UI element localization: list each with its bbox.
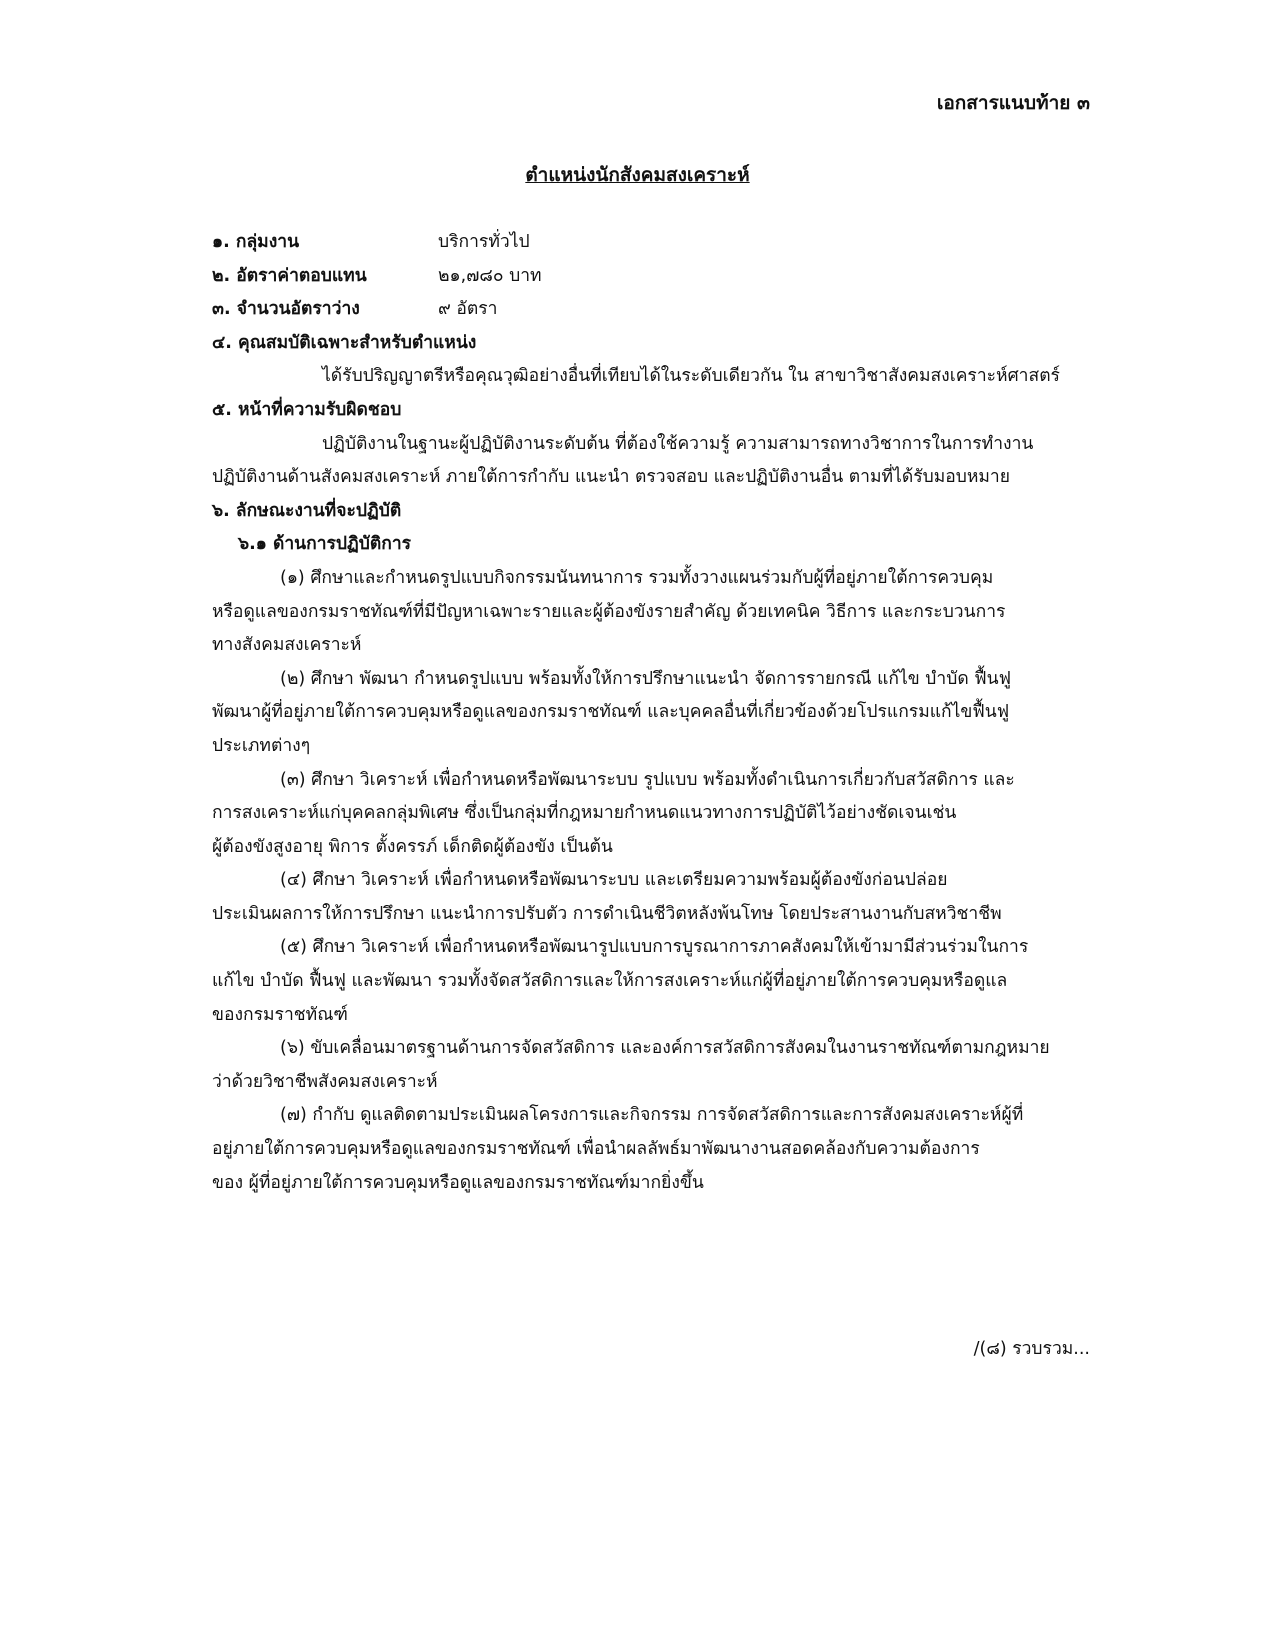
paragraph-line: (๒) ศึกษา พัฒนา กำหนดรูปแบบ พร้อมทั้งให้การปรึกษาแนะนำ จัดการรายกรณี แก้ไข บำบัด ฟื้นฟู — [280, 668, 1011, 689]
paragraph-line: (๑) ศึกษาและกำหนดรูปแบบกิจกรรมนันทนาการ รวมทั้งวางแผนร่วมกับผู้ที่อยู่ภายใต้การควบคุม — [280, 567, 994, 588]
duty-item-5 — [212, 931, 1090, 1032]
paragraph-line: ของ ผู้ที่อยู่ภายใต้การควบคุมหรือดูแลของกรมราชทัณฑ์มากยิ่งขึ้น — [212, 1172, 704, 1193]
page-continuation-note: /(๘) รวบรวม... — [973, 1339, 1090, 1359]
paragraph-line: ทางสังคมสงเคราะห์ — [212, 635, 362, 656]
paragraph-line: พัฒนาผู้ที่อยู่ภายใต้การควบคุมหรือดูแลของกรมราชทัณฑ์ และบุคคลอื่นที่เกี่ยวข้องด้วยโปรแกรมแก้ไขฟื้นฟู — [212, 702, 1010, 723]
field-row-salary — [212, 260, 1090, 294]
field-label: ๒. อัตราค่าตอบแทน — [212, 265, 367, 286]
duty-item-1 — [212, 562, 1090, 663]
paragraph-line: ปฏิบัติงานในฐานะผู้ปฏิบัติงานระดับต้น ที่ต้องใช้ความรู้ ความสามารถทางวิชาการในการทำงาน — [322, 433, 1034, 454]
field-label: ๑. กลุ่มงาน — [212, 232, 300, 252]
field-row-work-group — [212, 226, 1090, 260]
paragraph-line: หรือดูแลของกรมราชทัณฑ์ที่มีปัญหาเฉพาะรายและผู้ต้องขังรายสำคัญ ด้วยเทคนิค วิธีการ และกระบวนการ — [212, 601, 1006, 622]
paragraph-line: ปฏิบัติงานด้านสังคมสงเคราะห์ ภายใต้การกำกับ แนะนำ ตรวจสอบ และปฏิบัติงานอื่น ตามที่ได้รับมอบหมาย — [212, 467, 1011, 488]
paragraph-line: แก้ไข บำบัด ฟื้นฟู และพัฒนา รวมทั้งจัดสวัสดิการและให้การสงเคราะห์แก่ผู้ที่อยู่ภายใต้การควบคุมหรือดูแล — [212, 971, 1008, 992]
paragraph-line: ประเภทต่างๆ — [212, 735, 311, 756]
section-5-heading: ๕. หน้าที่ความรับผิดชอบ — [212, 399, 402, 420]
field-value: บริการทั่วไป — [438, 232, 530, 252]
paragraph-line: (๓) ศึกษา วิเคราะห์ เพื่อกำหนดหรือพัฒนาระบบ รูปแบบ พร้อมทั้งดำเนินการเกี่ยวกับสวัสดิการ และ — [280, 769, 1015, 790]
duty-item-4 — [212, 864, 1090, 931]
duty-item-7 — [212, 1099, 1090, 1200]
paragraph-line: ผู้ต้องขังสูงอายุ พิการ ตั้งครรภ์ เด็กติดผู้ต้องขัง เป็นต้น — [212, 836, 613, 857]
section-6-heading: ๖. ลักษณะงานที่จะปฏิบัติ — [212, 500, 402, 521]
paragraph-line: ว่าด้วยวิชาชีพสังคมสงเคราะห์ — [212, 1071, 438, 1092]
paragraph-line: ประเมินผลการให้การปรึกษา แนะนำการปรับตัว การดำเนินชีวิตหลังพ้นโทษ โดยประสานงานกับสหวิชาชีพ — [212, 903, 1002, 924]
paragraph-line: ของกรมราชทัณฑ์ — [212, 1004, 348, 1025]
paragraph-line: อยู่ภายใต้การควบคุมหรือดูแลของกรมราชทัณฑ์ เพื่อนำผลลัพธ์มาพัฒนางานสอดคล้องกับความต้องการ — [212, 1139, 980, 1160]
duty-item-2 — [212, 663, 1090, 764]
document-body — [212, 226, 1090, 1200]
paragraph-line: การสงเคราะห์แก่บุคคลกลุ่มพิเศษ ซึ่งเป็นกลุ่มที่กฎหมายกำหนดแนวทางการปฏิบัติไว้อย่างชัดเจนเช่น — [212, 803, 957, 824]
annex-label: เอกสารแนบท้าย ๓ — [936, 92, 1090, 114]
page-title: ตำแหน่งนักสังคมสงเคราะห์ — [525, 164, 750, 186]
section-5-paragraph — [212, 428, 1090, 495]
duty-item-6 — [212, 1032, 1090, 1099]
field-row-vacancies — [212, 293, 1090, 327]
paragraph-line: (๕) ศึกษา วิเคราะห์ เพื่อกำหนดหรือพัฒนารูปแบบการบูรณาการภาคสังคมให้เข้ามามีส่วนร่วมในการ — [280, 937, 1029, 958]
field-value: ๒๑,๗๘๐ บาท — [438, 265, 542, 286]
paragraph-line: (๖) ขับเคลื่อนมาตรฐานด้านการจัดสวัสดิการ และองค์การสวัสดิการสังคมในงานราชทัณฑ์ตามกฎหมาย — [280, 1038, 1050, 1059]
paragraph-line: (๔) ศึกษา วิเคราะห์ เพื่อกำหนดหรือพัฒนาระบบ และเตรียมความพร้อมผู้ต้องขังก่อนปล่อย — [280, 870, 948, 891]
duty-item-3 — [212, 764, 1090, 865]
section-6-1-heading: ๖.๑ ด้านการปฏิบัติการ — [238, 534, 412, 555]
section-4-text: ได้รับปริญญาตรีหรือคุณวุฒิอย่างอื่นที่เทียบได้ในระดับเดียวกัน ใน สาขาวิชาสังคมสงเคราะห์ศาสตร์ — [322, 366, 1060, 387]
section-4-heading: ๔. คุณสมบัติเฉพาะสำหรับตำแหน่ง — [212, 332, 477, 353]
field-label: ๓. จำนวนอัตราว่าง — [212, 299, 360, 320]
field-value: ๙ อัตรา — [438, 299, 498, 320]
paragraph-line: (๗) กำกับ ดูแลติดตามประเมินผลโครงการและกิจกรรม การจัดสวัสดิการและการสังคมสงเคราะห์ผู้ที่ — [280, 1105, 1024, 1126]
